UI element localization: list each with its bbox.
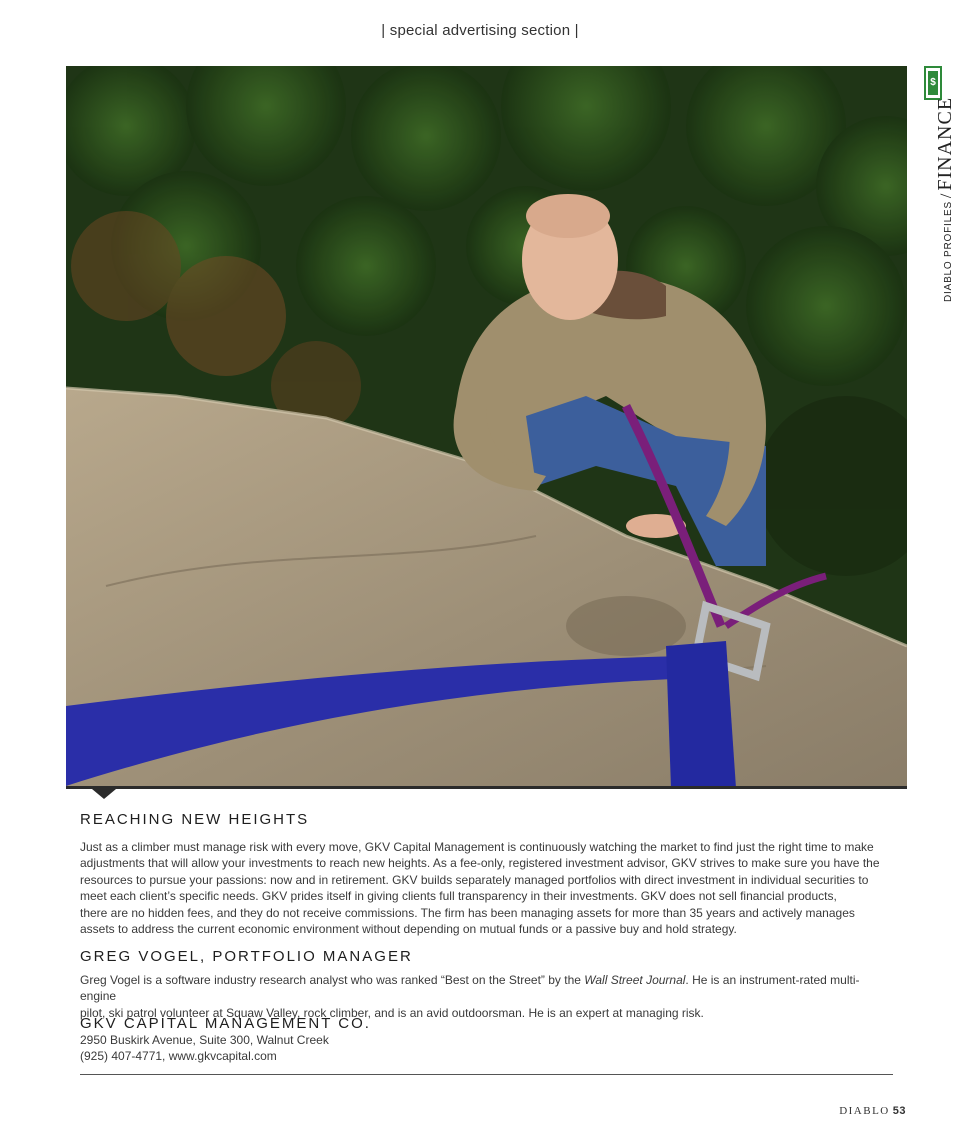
company-contact: [80, 1032, 329, 1065]
photo-pointer: [92, 789, 116, 799]
photo-rule: [66, 786, 907, 789]
magazine-name: DIABLO: [839, 1105, 890, 1117]
publication-name: Wall Street Journal: [584, 973, 686, 987]
body-line: adjustments that will allow your investments to reach new heights. As a fee-only, registered investment advisor, GKV strives to make sure you have the: [80, 856, 880, 871]
page-folio: [839, 1105, 906, 1117]
company-address: 2950 Buskirk Avenue, Suite 300, Walnut Creek: [80, 1033, 329, 1047]
profile-text: pilot, ski patrol volunteer at Squaw Valley, rock climber, and is an avid outdoorsman. He is an expert at managing risk.: [80, 1005, 704, 1020]
article-heading: REACHING NEW HEIGHTS: [80, 811, 310, 828]
section-label: | special advertising section |: [381, 22, 579, 39]
company-heading: GKV CAPITAL MANAGEMENT CO.: [80, 1015, 371, 1032]
series-label: DIABLO PROFILES: [943, 201, 954, 302]
section-tab-text: [934, 96, 957, 302]
article-body: [80, 839, 880, 937]
climber-photo: [66, 66, 907, 788]
bottom-rule: [80, 1074, 893, 1075]
profile-body: [80, 972, 892, 1021]
body-line: there are no hidden fees, and they do not receive commissions. The firm has been managing assets for more than 35 years and actively manages: [80, 905, 855, 920]
profile-text: . He is an instrument-rated multi-engine: [80, 973, 860, 1004]
profile-heading: GREG VOGEL, PORTFOLIO MANAGER: [80, 948, 413, 965]
body-line: meet each client’s specific needs. GKV prides itself in giving clients full transparency in their investments. GKV does not sell financial products,: [80, 889, 837, 904]
category-label: FINANCE: [934, 96, 956, 191]
dollar-badge-symbol: $: [928, 71, 938, 95]
company-phone-web: (925) 407-4771, www.gkvcapital.com: [80, 1049, 277, 1064]
body-line: resources to pursue your passions: now and in retirement. GKV builds separately managed portfolios with direct investment in individual securities to: [80, 872, 869, 887]
body-line: Just as a climber must manage risk with every move, GKV Capital Management is continuously watching the market to find just the right time to make: [80, 840, 874, 854]
series-separator: /: [938, 193, 955, 199]
profile-text: Greg Vogel is a software industry research analyst who was ranked “Best on the Street” by the: [80, 973, 585, 987]
dollar-badge-icon: [924, 66, 942, 100]
body-line: assets to address the current economic environment without depending on mutual funds or a passive buy and hold strategy.: [80, 922, 737, 937]
section-tab: [922, 66, 956, 306]
page-number: 53: [892, 1105, 906, 1117]
